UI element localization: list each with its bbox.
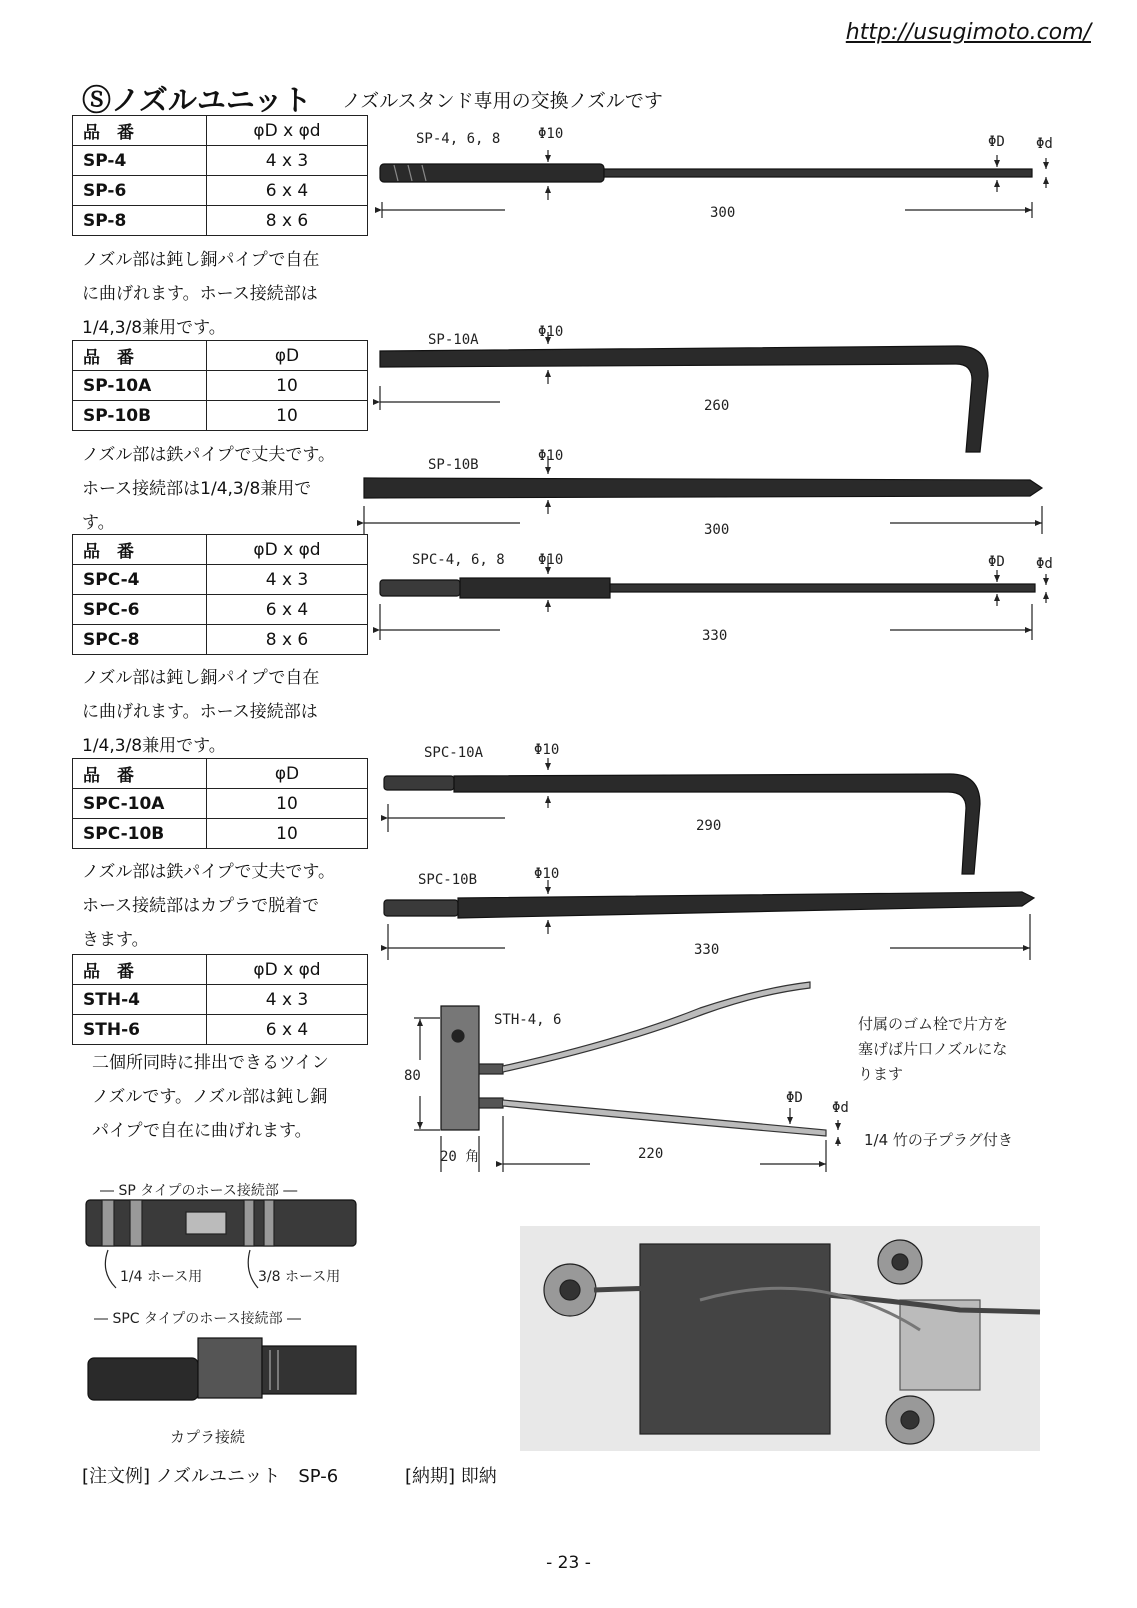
page-title: Ⓢノズルユニット — [82, 83, 312, 117]
table-cell: 4 x 3 — [207, 985, 368, 1015]
sp-fitting-label: 1/4 ホース用 — [120, 1269, 203, 1285]
drawing-label-phiD: ΦD — [988, 134, 1005, 150]
table-cell: 4 x 3 — [207, 146, 368, 176]
drawing-label-length: 300 — [710, 205, 736, 221]
drawing-label-phi10: Φ10 — [538, 448, 564, 464]
table-cell: 8 x 6 — [207, 625, 368, 655]
drawing-label-phiD: ΦD — [988, 554, 1005, 570]
table-cell: SPC-4 — [73, 565, 207, 595]
table-header-cell: 品 番 — [73, 535, 207, 565]
order-example: [注文例] ノズルユニット SP-6 — [82, 1466, 339, 1487]
table-cell: SPC-10B — [73, 819, 207, 849]
drawing-label-length: 330 — [694, 942, 720, 958]
sth-note-line: 塞げば片口ノズルにな — [858, 1040, 1008, 1058]
table-cell: 8 x 6 — [207, 206, 368, 236]
table-cell: SPC-8 — [73, 625, 207, 655]
table-cell: SP-4 — [73, 146, 207, 176]
drawing-label-phid: Φd — [832, 1100, 849, 1116]
drawing-label-model: SPC-10A — [424, 745, 484, 761]
table-cell: SP-8 — [73, 206, 207, 236]
sth-note — [858, 1012, 1008, 1087]
table-header-cell: φD — [207, 341, 368, 371]
description-line: 1/4,3/8兼用です。 — [82, 318, 226, 338]
drawing-label-model: STH-4, 6 — [494, 1012, 562, 1028]
spc-fitting-caption: ― SPC タイプのホース接続部 ― — [94, 1311, 302, 1327]
table-header-cell: 品 番 — [73, 341, 207, 371]
table-header-cell: 品 番 — [73, 116, 207, 146]
spc10a-nozzle-drawing — [384, 758, 980, 874]
drawing-label-phi10: Φ10 — [538, 552, 564, 568]
description-line: ノズル部は鈍し銅パイプで自在 — [82, 250, 320, 270]
page-subtitle: ノズルスタンド専用の交換ノズルです — [342, 90, 663, 112]
drawing-label-phi10: Φ10 — [538, 324, 564, 340]
drawing-label-length: 220 — [638, 1146, 664, 1162]
drawing-label-length: 330 — [702, 628, 728, 644]
description-line: ノズル部は鉄パイプで丈夫です。 — [82, 445, 335, 465]
table-cell: 4 x 3 — [207, 565, 368, 595]
drawing-label-model: SPC-4, 6, 8 — [412, 552, 505, 568]
table-header-cell: φD x φd — [207, 116, 368, 146]
drawing-label-height: 80 — [404, 1068, 421, 1084]
sth-note-line: 付属のゴム栓で片方を — [858, 1015, 1009, 1033]
description-line: す。 — [82, 513, 115, 533]
sp10a-nozzle-drawing — [380, 332, 988, 452]
nozzle-stand-photo — [520, 1226, 1040, 1451]
drawing-label-phiD: ΦD — [786, 1090, 803, 1106]
drawing-label-phid: Φd — [1036, 556, 1053, 572]
page-number: - 23 - — [546, 1553, 591, 1573]
drawing-label-width: 20 角 — [440, 1149, 480, 1165]
table-cell: 6 x 4 — [207, 176, 368, 206]
sth-twin-nozzle-drawing — [414, 982, 838, 1172]
sth-note-line: ります — [858, 1065, 904, 1083]
description-line: ホース接続部は1/4,3/8兼用で — [82, 479, 312, 499]
drawing-label-model: SPC-10B — [418, 872, 478, 888]
spc-fitting-label: カプラ接続 — [170, 1428, 246, 1446]
drawing-label-phid: Φd — [1036, 136, 1053, 152]
drawing-label-length: 300 — [704, 522, 730, 538]
table-cell: 6 x 4 — [207, 595, 368, 625]
drawing-label-phi10: Φ10 — [538, 126, 564, 142]
table-cell: 10 — [207, 401, 368, 431]
delivery-info: [納期] 即納 — [405, 1466, 497, 1487]
table-cell: SPC-6 — [73, 595, 207, 625]
description-line: ノズル部は鉄パイプで丈夫です。 — [82, 862, 335, 882]
description-line: ノズルです。ノズル部は鈍し銅 — [92, 1087, 328, 1107]
table-cell: SP-10B — [73, 401, 207, 431]
website-url-link[interactable]: http://usugimoto.com/ — [845, 20, 1091, 45]
table-header-cell: φD x φd — [207, 955, 368, 985]
description-line: に曲げれます。ホース接続部は — [82, 702, 318, 722]
table-cell: SP-6 — [73, 176, 207, 206]
description-line: ホース接続部はカプラで脱着で — [82, 896, 320, 916]
drawing-label-phi10: Φ10 — [534, 866, 560, 882]
table-header-cell: φD x φd — [207, 535, 368, 565]
sp-fitting-caption: ― SP タイプのホース接続部 ― — [100, 1183, 298, 1199]
drawing-label-length: 260 — [704, 398, 730, 414]
table-header-cell: 品 番 — [73, 759, 207, 789]
description-line: ノズル部は鈍し銅パイプで自在 — [82, 668, 320, 688]
description-line: きます。 — [82, 930, 149, 950]
drawing-label-length: 290 — [696, 818, 722, 834]
description-line: 1/4,3/8兼用です。 — [82, 736, 226, 756]
sp-fitting-label: 3/8 ホース用 — [258, 1269, 341, 1285]
table-cell: 10 — [207, 371, 368, 401]
description-line: に曲げれます。ホース接続部は — [82, 284, 318, 304]
spc-coupler-image — [88, 1338, 356, 1400]
drawing-label-model: SP-4, 6, 8 — [416, 131, 501, 147]
table-cell: 6 x 4 — [207, 1015, 368, 1045]
drawing-label-model: SP-10B — [428, 457, 479, 473]
drawing-label-phi10: Φ10 — [534, 742, 560, 758]
description-line: パイプで自在に曲げれます。 — [92, 1121, 312, 1141]
table-cell: 10 — [207, 819, 368, 849]
table-cell: SPC-10A — [73, 789, 207, 819]
drawing-label-model: SP-10A — [428, 332, 479, 348]
table-cell: STH-6 — [73, 1015, 207, 1045]
table-cell: 10 — [207, 789, 368, 819]
table-cell: SP-10A — [73, 371, 207, 401]
table-header-cell: φD — [207, 759, 368, 789]
table-cell: STH-4 — [73, 985, 207, 1015]
sth-plug-note: 1/4 竹の子プラグ付き — [864, 1131, 1013, 1149]
table-header-cell: 品 番 — [73, 955, 207, 985]
description-line: 二個所同時に排出できるツイン — [92, 1053, 329, 1073]
